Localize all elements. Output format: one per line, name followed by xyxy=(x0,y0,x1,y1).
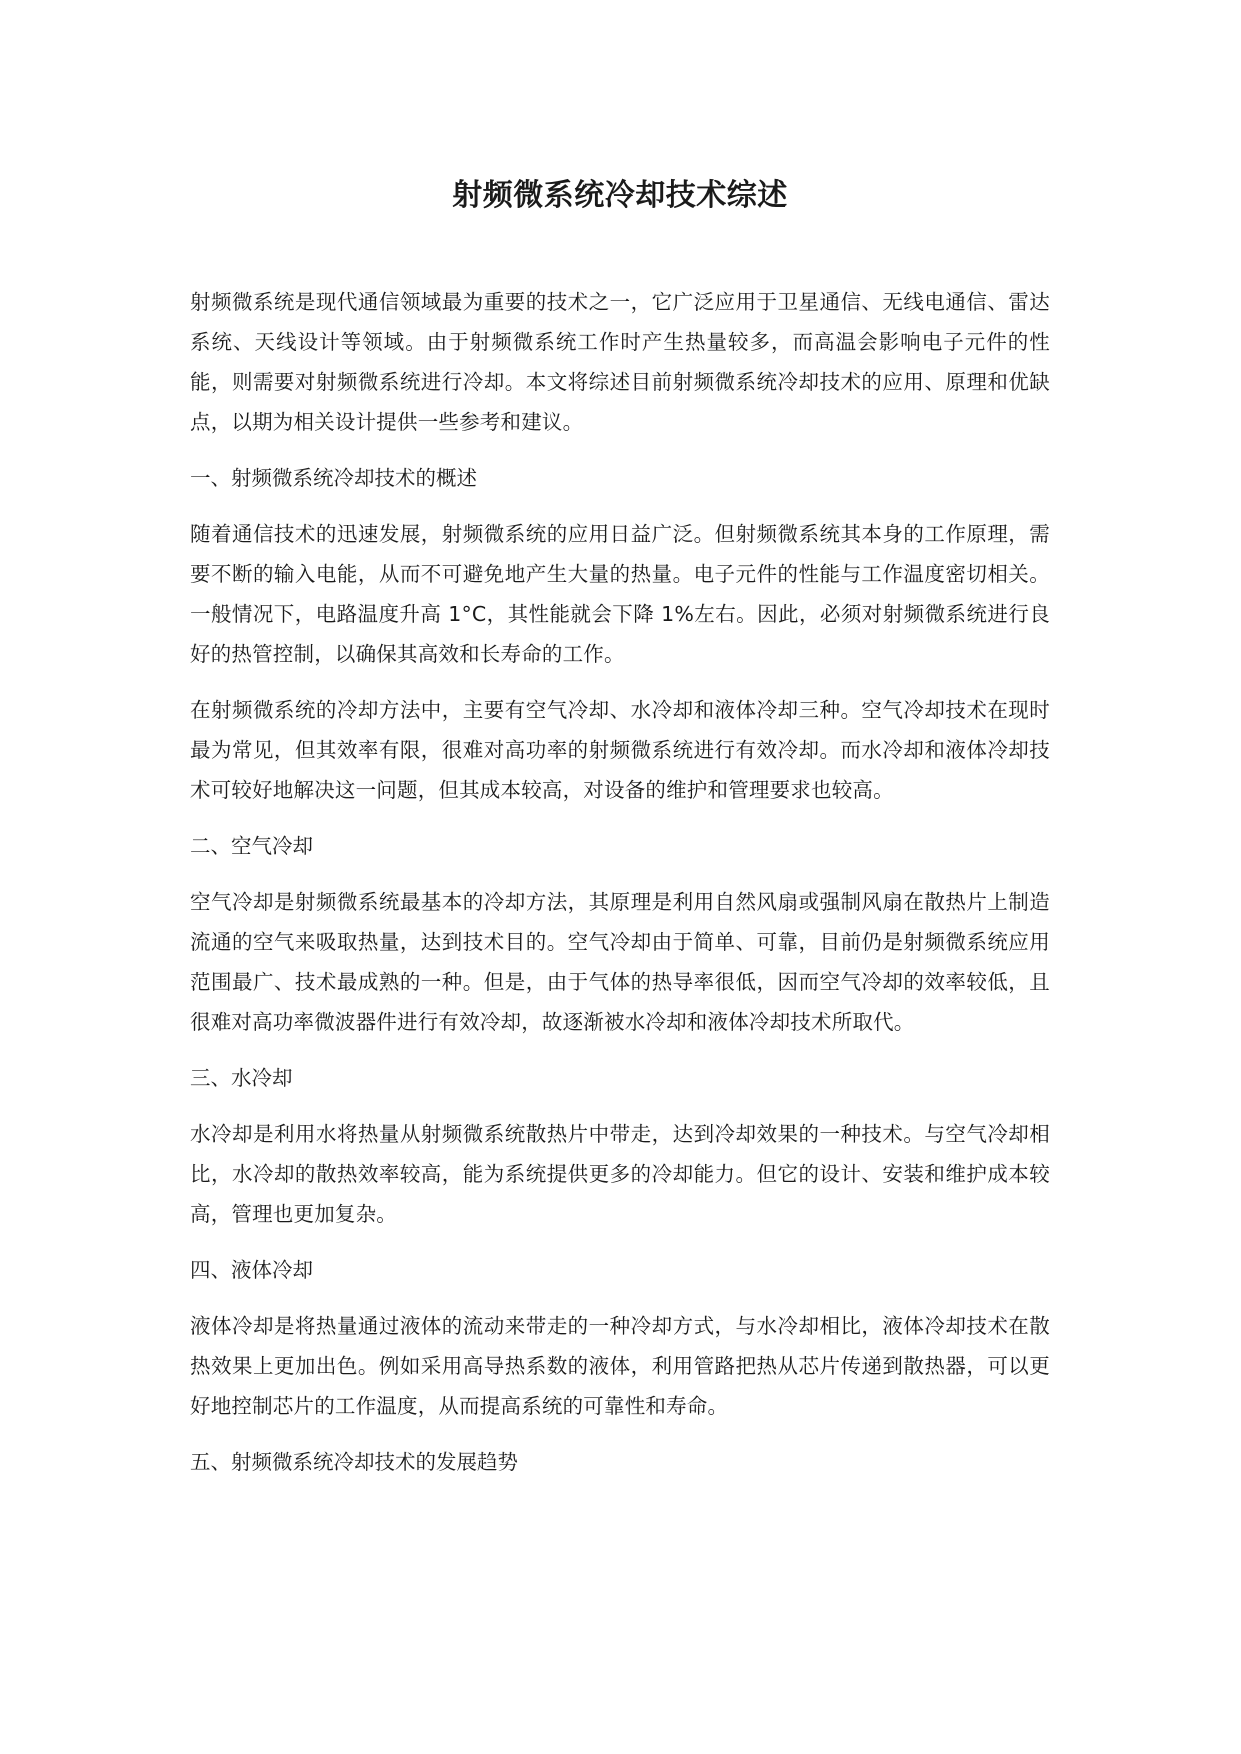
liquid-cooling-paragraph: 液体冷却是将热量通过液体的流动来带走的一种冷却方式，与水冷却相比，液体冷却技术在散热效果上更加出色。例如采用高导热系数的液体，利用管路把热从芯片传递到散热器，可以更好地控制芯片的工作温度，从而提高系统的可靠性和寿命。 xyxy=(190,1314,1050,1418)
section-heading-overview: 一、射频微系统冷却技术的概述 xyxy=(190,466,477,490)
overview-paragraph-1: 随着通信技术的迅速发展，射频微系统的应用日益广泛。但射频微系统其本身的工作原理，需要不断的输入电能，从而不可避免地产生大量的热量。电子元件的性能与工作温度密切相关。一般情况下，电路温度升高 1°C，其性能就会下降 1%左右。因此，必须对射频微系统进行良好的热管控制，以确保其高效和长寿命的工作。 xyxy=(190,522,1050,666)
section-heading-liquid-cooling: 四、液体冷却 xyxy=(190,1258,313,1282)
section-heading-water-cooling: 三、水冷却 xyxy=(190,1066,293,1090)
section-heading-air-cooling: 二、空气冷却 xyxy=(190,834,313,858)
section-heading-trends: 五、射频微系统冷却技术的发展趋势 xyxy=(190,1450,518,1474)
intro-paragraph: 射频微系统是现代通信领域最为重要的技术之一，它广泛应用于卫星通信、无线电通信、雷达系统、天线设计等领域。由于射频微系统工作时产生热量较多，而高温会影响电子元件的性能，则需要对射频微系统进行冷却。本文将综述目前射频微系统冷却技术的应用、原理和优缺点，以期为相关设计提供一些参考和建议。 xyxy=(190,290,1050,434)
water-cooling-paragraph: 水冷却是利用水将热量从射频微系统散热片中带走，达到冷却效果的一种技术。与空气冷却相比，水冷却的散热效率较高，能为系统提供更多的冷却能力。但它的设计、安装和维护成本较高，管理也更加复杂。 xyxy=(190,1122,1050,1226)
air-cooling-paragraph: 空气冷却是射频微系统最基本的冷却方法，其原理是利用自然风扇或强制风扇在散热片上制造流通的空气来吸取热量，达到技术目的。空气冷却由于简单、可靠，目前仍是射频微系统应用范围最广、技术最成熟的一种。但是，由于气体的热导率很低，因而空气冷却的效率较低，且很难对高功率微波器件进行有效冷却，故逐渐被水冷却和液体冷却技术所取代。 xyxy=(190,890,1050,1034)
document-title: 射频微系统冷却技术综述 xyxy=(452,178,788,213)
overview-paragraph-2: 在射频微系统的冷却方法中，主要有空气冷却、水冷却和液体冷却三种。空气冷却技术在现时最为常见，但其效率有限，很难对高功率的射频微系统进行有效冷却。而水冷却和液体冷却技术可较好地解决这一问题，但其成本较高，对设备的维护和管理要求也较高。 xyxy=(190,698,1050,802)
document-body xyxy=(190,282,1050,1498)
